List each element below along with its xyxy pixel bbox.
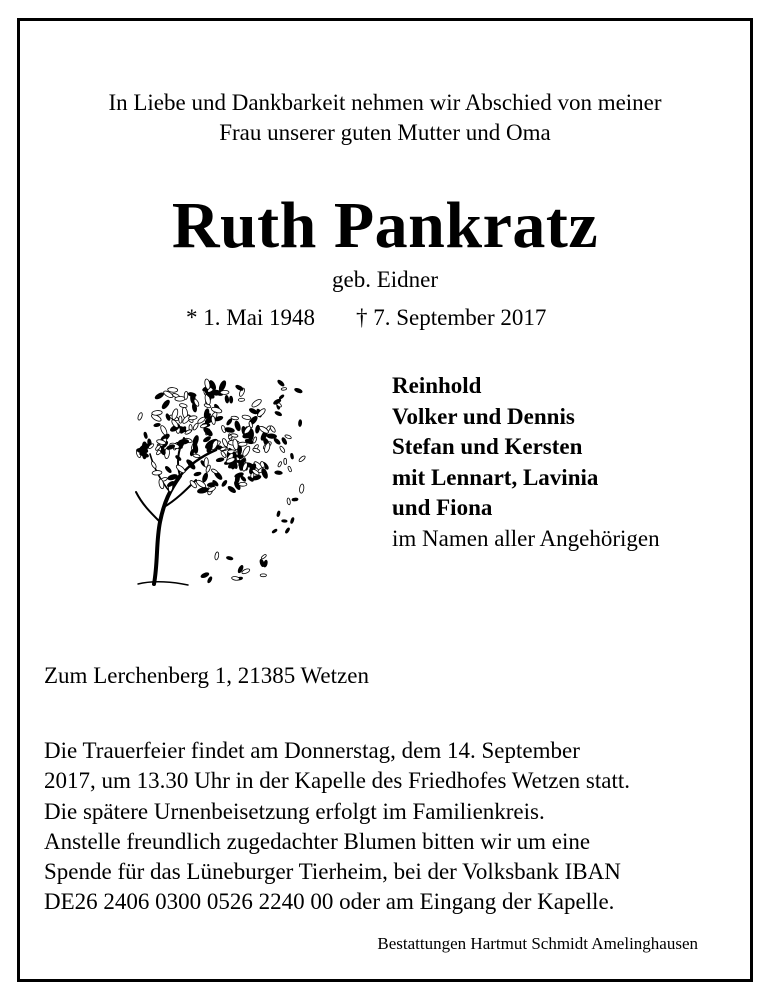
leaf-mark [161,399,171,410]
leaf-mark [179,403,187,408]
leaf-mark [292,498,298,501]
leaf-mark [150,461,157,469]
leaf-mark [225,395,229,403]
leaf-mark [152,470,162,475]
leaf-mark [137,412,143,421]
leaf-mark [231,576,239,581]
leaf-mark [164,465,172,473]
leaf-mark [279,394,285,399]
leaf-mark [200,572,209,579]
leaf-mark [287,498,291,505]
leaf-mark [287,466,292,472]
leaf-mark [140,452,147,455]
mourner-name: und Fiona [392,495,493,520]
leaf-mark [249,408,258,415]
leaf-mark [154,423,161,427]
mourners-closing: im Namen aller Angehörigen [392,525,660,551]
leaf-mark [298,455,306,463]
leaf-mark [214,552,219,561]
leaf-mark [220,450,227,458]
leaf-mark [274,411,282,417]
leaf-mark [242,414,251,420]
leaf-mark [252,447,260,453]
leaf-mark [202,472,209,482]
notice-line: 2017, um 13.30 Uhr in der Kapelle des Friedhofes Wetzen statt. [44,768,631,794]
leaf-mark [267,433,277,438]
leaf-mark [294,387,303,393]
intro-line-2: Frau unserer guten Mutter und Oma [219,120,551,145]
leaf-mark [178,439,189,445]
leaf-mark [179,416,182,423]
intro-line-1: In Liebe und Dankbarkeit nehmen wir Abschied von meiner [108,90,662,115]
funeral-notice [44,736,630,918]
death-date: † 7. September 2017 [356,305,547,330]
leaf-mark [284,458,287,464]
leaf-mark [260,574,266,577]
mourner-list [392,371,660,554]
leaf-mark [221,480,228,488]
leaf-mark [204,457,209,467]
leaf-mark [143,432,147,439]
leaf-mark [168,387,178,392]
leaf-mark [175,396,185,401]
leaf-mark [298,420,302,427]
notice-line: Anstelle freundlich zugedachter Blumen bitten wir um eine [44,828,591,854]
notice-line: Die spätere Urnenbeisetzung erfolgt im Familienkreis. [44,798,545,824]
leaf-mark [272,529,278,534]
leaf-mark [221,438,228,448]
leaf-mark [192,435,199,446]
leaf-mark [165,413,171,421]
leaf-mark [261,554,267,560]
leaf-mark [279,445,286,453]
leaf-mark [220,390,229,394]
leaf-mark [290,517,294,524]
leaf-mark [193,454,201,459]
leaf-mark [277,511,281,517]
leaf-mark [238,398,245,401]
leaf-mark [229,396,233,403]
leaf-mark [281,387,287,390]
leaf-mark [251,398,263,409]
leaf-mark [224,427,234,433]
leaf-mark [175,464,186,474]
leaf-mark [239,482,247,486]
leaf-mark [234,420,241,431]
leaf-mark [282,520,288,523]
leaf-mark [290,453,294,459]
leaf-mark [175,455,182,461]
notice-line: Spende für das Lüneburger Tierheim, bei der Volksbank IBAN [44,859,621,885]
leaf-mark [192,422,199,430]
notice-line: DE26 2406 0300 0526 2240 00 oder am Eingang der Kapelle. [44,889,615,915]
funeral-home: Bestattungen Hartmut Schmidt Amelinghausen [377,934,698,953]
leaf-mark [154,392,164,400]
leaf-mark [255,425,260,434]
mourner-name: Reinhold [392,373,482,398]
leaf-mark [275,471,283,475]
address: Zum Lerchenberg 1, 21385 Wetzen [44,663,369,688]
leaf-mark [277,461,282,467]
leaf-mark [299,484,304,494]
leaf-mark [277,379,285,387]
deceased-name: Ruth Pankratz [171,189,599,262]
mourner-name: mit Lennart, Lavinia [392,464,599,490]
leaf-mark [226,556,233,560]
leaf-mark [207,576,213,583]
leaf-mark [211,468,219,474]
leaf-mark [152,410,163,416]
leaf-mark [259,559,265,567]
leaf-mark [216,457,224,462]
leaf-mark [194,472,202,477]
maiden-name: geb. Eidner [331,267,438,292]
mourner-name: Stefan und Kersten [392,434,583,459]
notice-line: Die Trauerfeier findet am Donnerstag, dem 14. September [44,738,580,763]
leaf-mark [284,434,291,439]
birth-date: * 1. Mai 1948 [186,305,316,330]
leaf-mark [184,391,188,399]
leaf-mark [235,384,244,391]
mourner-name: Volker und Dennis [392,403,575,429]
leaf-mark [238,442,247,447]
leaf-mark [285,527,290,533]
windblown-tree-icon [124,372,310,592]
